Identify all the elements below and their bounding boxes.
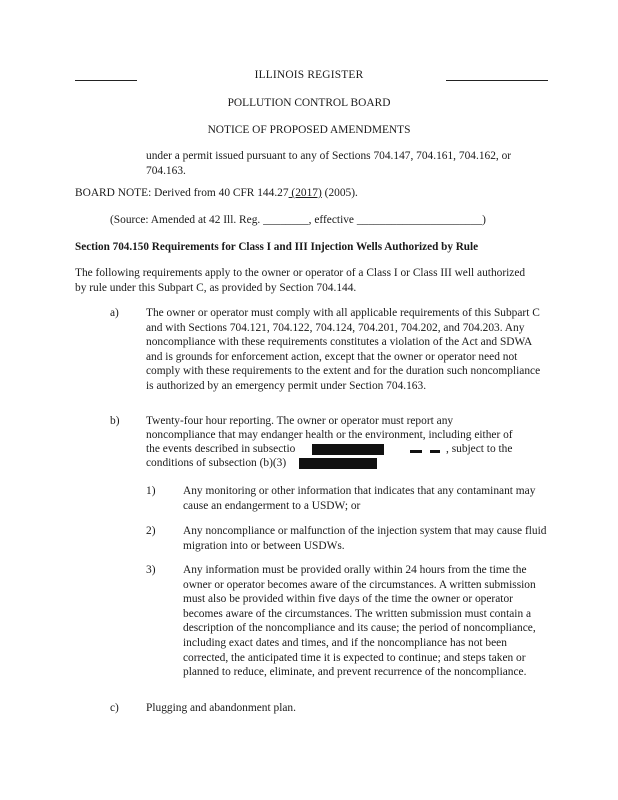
item-a-label: a)	[110, 307, 119, 319]
item-c-text: Plugging and abandonment plan.	[146, 702, 296, 714]
redaction-mark	[410, 450, 422, 453]
redaction-mark	[312, 444, 384, 455]
redaction-mark	[299, 458, 377, 469]
item-b-line-3-pre: the events described in subsectio	[146, 443, 296, 455]
section-heading: Section 704.150 Requirements for Class I and III Injection Wells Authorized by Rule	[75, 241, 479, 253]
board-title: POLLUTION CONTROL BOARD	[227, 97, 391, 109]
item-b-line-1: Twenty-four hour reporting. The owner or operator must report any	[146, 415, 454, 427]
board-note	[75, 186, 358, 201]
notice-title: NOTICE OF PROPOSED AMENDMENTS	[207, 124, 411, 136]
subitem-1-label: 1)	[146, 485, 156, 497]
subitem-2-label: 2)	[146, 525, 156, 537]
subitem-3-text: Any information must be provided orally within 24 hours from the time the owner or operator becomes aware of the circumstances. A written submission must also be provided within five days of the time the owner or operator becomes aware of the circumstances. The written submission must contain a description of the noncompliance and its cause; the period of noncompliance, including exact dates and times, and if the noncompliance has not been corrected, the anticipated time it is expected to continue; and steps taken or planned to reduce, eliminate, and prevent recurrence of the noncompliance.	[183, 564, 536, 679]
item-b-line-2: noncompliance that may endanger health or the environment, including either of	[146, 429, 513, 441]
continuation-line-2: 704.163.	[146, 165, 186, 177]
item-b-line-3-post: , subject to the	[446, 443, 513, 455]
item-a-text: The owner or operator must comply with all applicable requirements of this Subpart C and with Sections 704.121, 704.122, 704.124, 704.201, 704.202, and 704.203. Any noncompliance with these requirements constitutes a violation of the Act and SDWA and is grounds for enforcement action, except that the owner or operator need not comply with these requirements to the extent and for the duration such noncompliance is authorized by an emergency permit under Section 704.163.	[146, 307, 541, 392]
item-c-label: c)	[110, 702, 119, 714]
subitem-3-label: 3)	[146, 564, 156, 576]
board-note-suffix: (2005).	[321, 187, 358, 199]
item-b-line-4: conditions of subsection (b)(3)	[146, 457, 287, 469]
continuation-line-1: under a permit issued pursuant to any of Sections 704.147, 704.161, 704.162, or	[146, 150, 512, 162]
subitem-2-text: Any noncompliance or malfunction of the injection system that may cause fluid migration into or between USDWs.	[183, 525, 547, 552]
register-title: ILLINOIS REGISTER	[254, 69, 364, 81]
subitem-1-text: Any monitoring or other information that indicates that any contaminant may cause an endangerment to a USDW; or	[183, 485, 536, 512]
section-intro: The following requirements apply to the owner or operator of a Class I or Class III well authorized by rule under this Subpart C, as provided by Section 704.144.	[75, 267, 526, 294]
board-note-inserted: (2017)	[288, 187, 322, 199]
item-b-label: b)	[110, 415, 120, 427]
redaction-mark	[430, 450, 440, 453]
source-line: (Source: Amended at 42 Ill. Reg. ________, effective ______________________)	[110, 214, 486, 226]
board-note-prefix: BOARD NOTE: Derived from 40 CFR 144.27	[75, 187, 289, 199]
